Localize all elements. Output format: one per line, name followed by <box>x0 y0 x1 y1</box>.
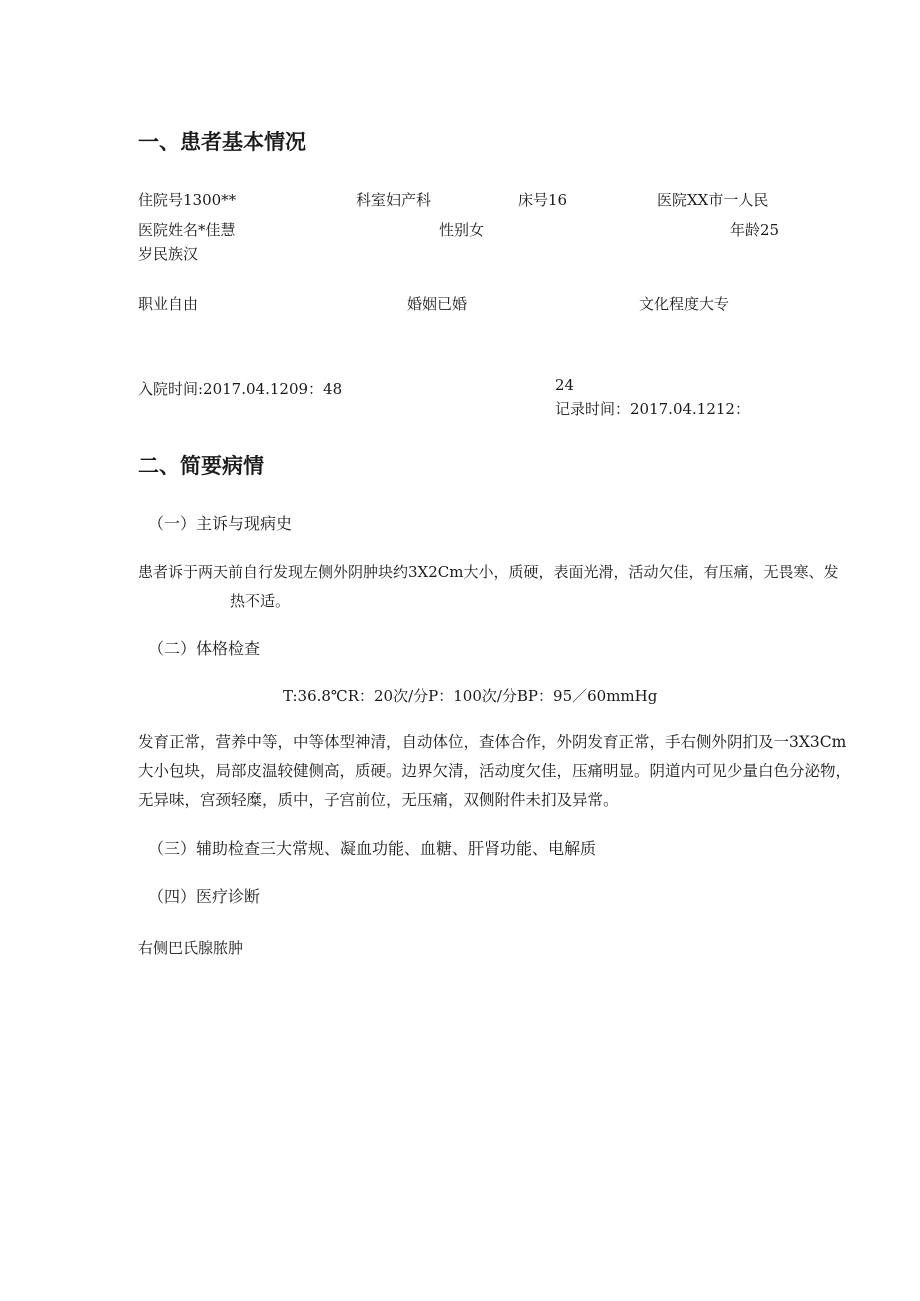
admission-time: 入院时间:2017.04.1209：48 <box>138 380 343 398</box>
gender: 性别女 <box>439 221 485 239</box>
diagnosis-text: 右侧巴氏腺脓肿 <box>138 939 244 957</box>
chief-complaint-heading: （一）主诉与现病史 <box>148 514 293 533</box>
admission-number: 住院号1300** <box>138 191 237 209</box>
diagnosis-heading: （四）医疗诊断 <box>148 887 261 906</box>
chief-complaint-line-2: 热不适。 <box>230 592 291 610</box>
age: 年龄25 <box>730 221 780 239</box>
physical-exam-heading: （二）体格检查 <box>148 639 261 658</box>
chief-complaint-line-1: 患者诉于两天前自行发现左侧外阴肿块约3X2Cm大小，质硬，表面光滑，活动欠佳，有压痛，无畏寒、发 <box>138 563 839 581</box>
hospital-name: 医院XX市一人民 <box>657 191 769 209</box>
record-time-fragment: 24 <box>555 376 575 394</box>
occupation: 职业自由 <box>138 295 199 313</box>
age-ethnicity: 岁民族汉 <box>138 245 199 263</box>
marital-status: 婚姻已婚 <box>407 295 468 313</box>
record-time: 记录时间：2017.04.1212： <box>555 400 750 418</box>
auxiliary-exam-heading: （三）辅助检查三大常规、凝血功能、血糖、肝肾功能、电解质 <box>148 839 597 858</box>
education-level: 文化程度大专 <box>639 295 730 313</box>
department: 科室妇产科 <box>356 191 432 209</box>
patient-name: 医院姓名*佳慧 <box>138 221 236 239</box>
bed-number: 床号16 <box>518 191 568 209</box>
section-2-title: 二、简要病情 <box>138 454 264 478</box>
physical-exam-text: 发育正常，营养中等，中等体型神清，自动体位，查体合作，外阴发育正常，手右侧外阴扪及一3X3Cm大小包块，局部皮温较健侧高，质硬。边界欠清，活动度欠佳，压痛明显。阴道内可见少量白色分泌物，无异味，宫颈轻糜，质中，子宫前位，无压痛，双侧附件未扪及异常。 <box>138 733 852 809</box>
vital-signs: T:36.8℃R：20次/分P：100次/分BP：95／60mmHg <box>283 687 658 705</box>
section-1-title: 一、患者基本情况 <box>138 130 306 154</box>
